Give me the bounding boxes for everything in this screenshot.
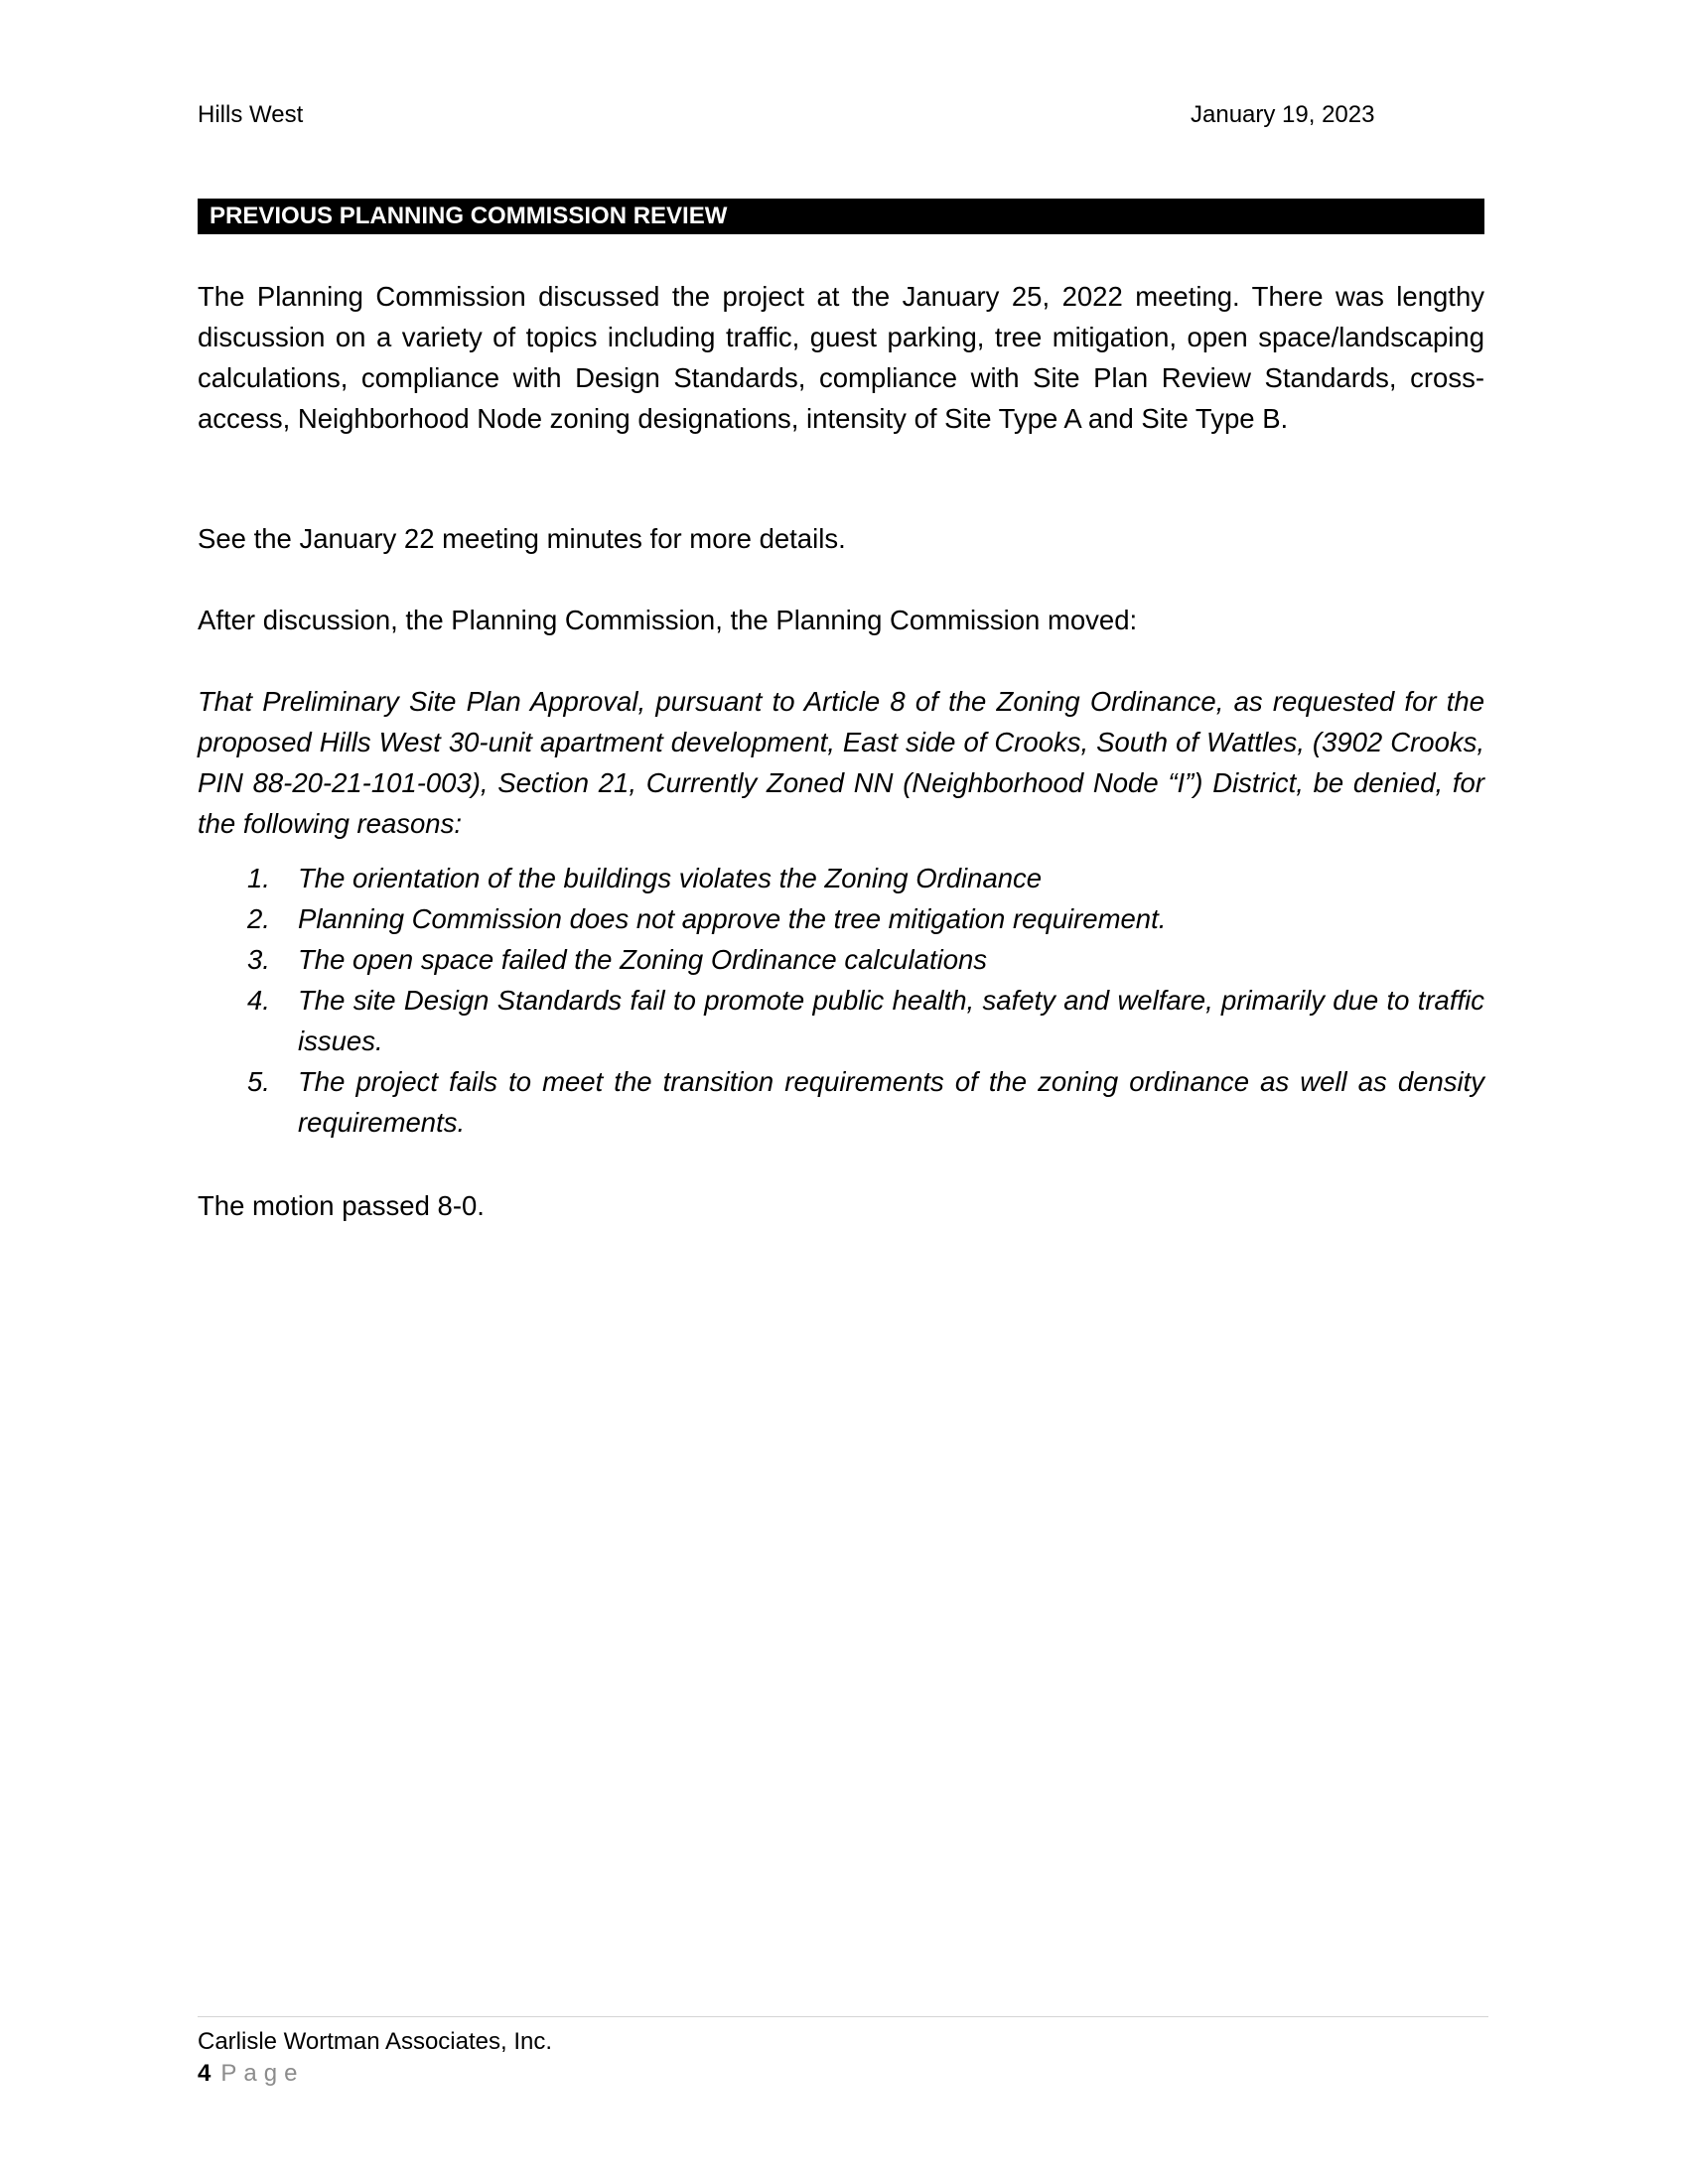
footer-divider <box>198 2016 1488 2017</box>
list-item <box>198 858 1484 898</box>
page-number: 4 <box>198 2060 211 2087</box>
footer-page-number <box>198 2057 304 2091</box>
list-item-text: The site Design Standards fail to promote public health, safety and welfare, primarily due to traffic issues. <box>298 985 1484 1056</box>
page-header <box>198 101 1475 135</box>
list-item-number: 3. <box>247 944 270 975</box>
minutes-reference-paragraph: See the January 22 meeting minutes for more details. <box>198 523 846 554</box>
header-date: January 19, 2023 <box>1191 101 1375 128</box>
list-item <box>198 898 1484 939</box>
list-item-text: The orientation of the buildings violates the Zoning Ordinance <box>298 863 1043 893</box>
motion-result: The motion passed 8-0. <box>198 1190 485 1221</box>
list-item-number: 2. <box>247 903 270 934</box>
list-item-number: 1. <box>247 863 270 893</box>
header-project-name: Hills West <box>198 101 304 128</box>
list-item-text: Planning Commission does not approve the tree mitigation requirement. <box>298 903 1167 934</box>
list-item <box>198 980 1484 1061</box>
motion-paragraph: That Preliminary Site Plan Approval, pursuant to Article 8 of the Zoning Ordinance, as requested for the proposed Hills West 30-unit apartment development, East side of Crooks, South of Wattles, (3902 Crooks, PIN 88-20-21-101-003), Section 21, Currently Zoned NN (Neighborhood Node “I”) District, be denied, for the following reasons: <box>198 686 1484 839</box>
discussion-paragraph: After discussion, the Planning Commission, the Planning Commission moved: <box>198 605 1138 635</box>
page-label: Page <box>220 2060 305 2087</box>
footer-company: Carlisle Wortman Associates, Inc. <box>198 2028 553 2055</box>
section-heading: PREVIOUS PLANNING COMMISSION REVIEW <box>198 199 1484 234</box>
list-item-text: The open space failed the Zoning Ordinance calculations <box>298 944 988 975</box>
list-item-number: 5. <box>247 1066 270 1097</box>
intro-paragraph: The Planning Commission discussed the project at the January 25, 2022 meeting. There was lengthy discussion on a variety of topics including traffic, guest parking, tree mitigation, open space/landscaping calculations, compliance with Design Standards, compliance with Site Plan Review Standards, cross-access, Neighborhood Node zoning designations, intensity of Site Type A and Site Type B. <box>198 281 1484 434</box>
list-item <box>198 939 1484 980</box>
list-item-number: 4. <box>247 985 270 1016</box>
denial-reasons-list <box>198 858 1484 1143</box>
list-item-text: The project fails to meet the transition requirements of the zoning ordinance as well as density requirements. <box>298 1066 1484 1138</box>
list-item <box>198 1061 1484 1143</box>
